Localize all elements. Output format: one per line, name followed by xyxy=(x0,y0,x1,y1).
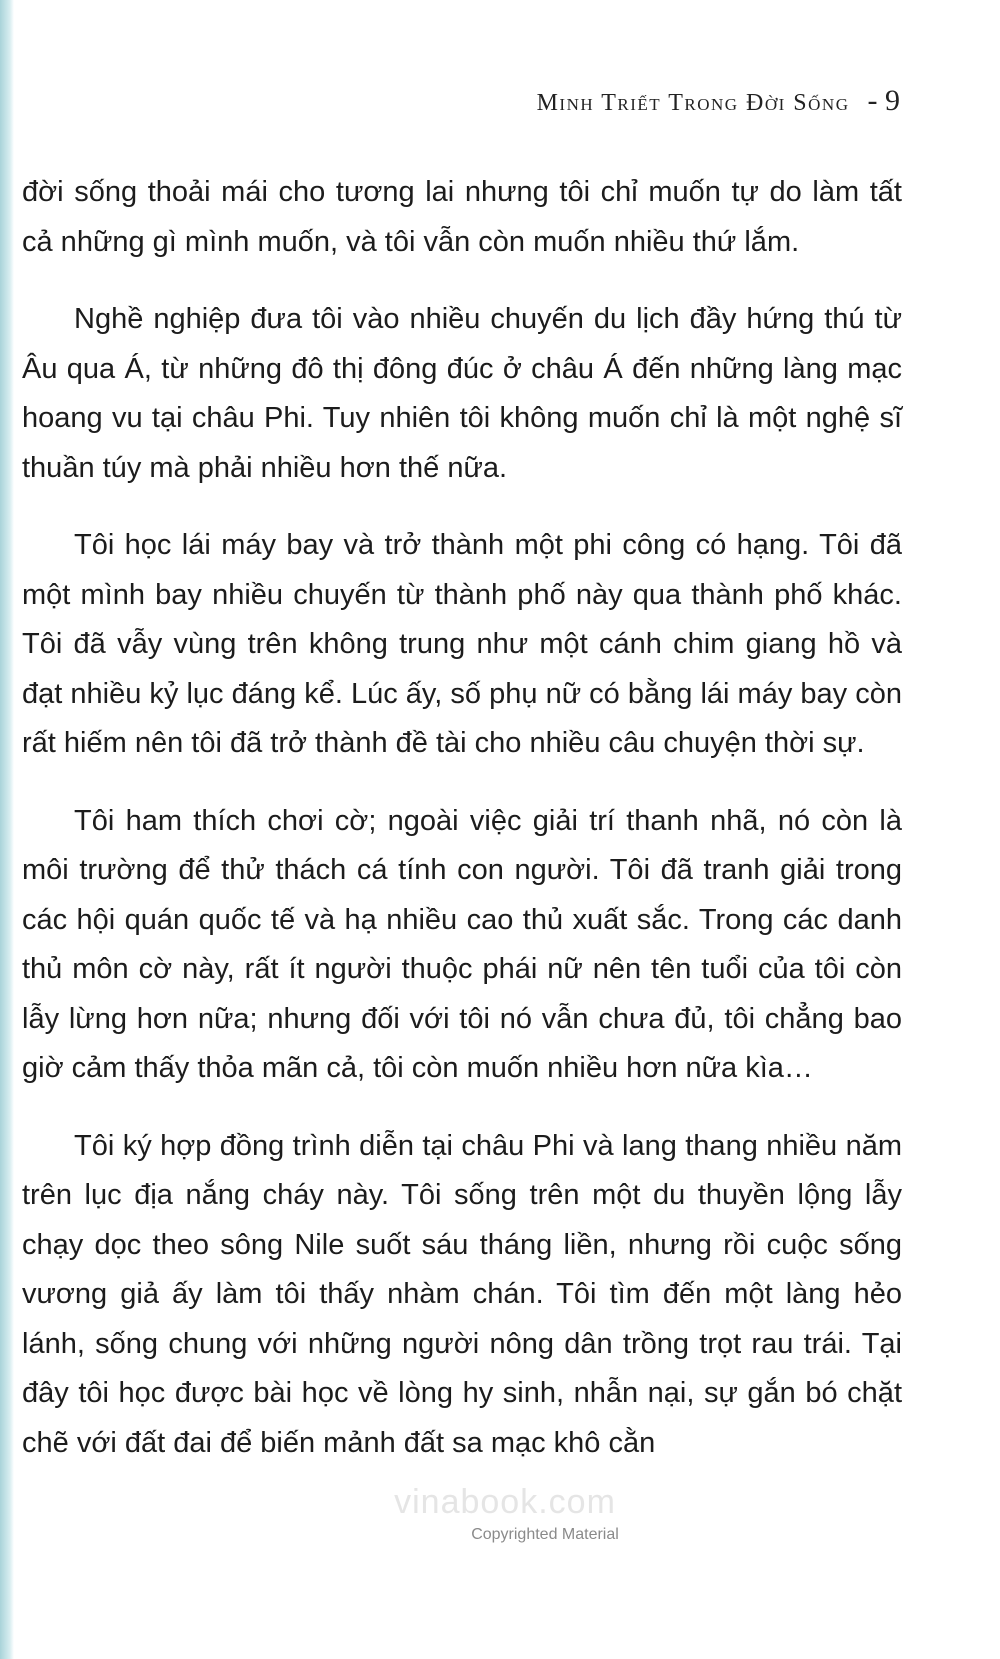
page-number: - 9 xyxy=(867,84,900,117)
body-text xyxy=(22,168,902,1496)
paragraph: Tôi ký hợp đồng trình diễn tại châu Phi và lang thang nhiều năm trên lục địa nắng cháy này. Tôi sống trên một du thuyền lộng lẫy chạy dọc theo sông Nile suốt sáu tháng liền, nhưng rồi cuộc sống vương giả ấy làm tôi thấy nhàm chán. Tôi tìm đến một làng hẻo lánh, sống chung với những người nông dân trồng trọt rau trái. Tại đây tôi học được bài học về lòng hy sinh, nhẫn nại, sự gắn bó chặt chẽ với đất đai để biến mảnh đất sa mạc khô cằn xyxy=(22,1129,902,1459)
watermark-logo: vinabook.com xyxy=(394,1483,616,1521)
running-title: Minh Triết Trong Đời Sống xyxy=(536,90,850,116)
copyright-notice: Copyrighted Material xyxy=(471,1526,619,1543)
paragraph: Nghề nghiệp đưa tôi vào nhiều chuyến du lịch đầy hứng thú từ Âu qua Á, từ những đô thị đông đúc ở châu Á đến những làng mạc hoang vu tại châu Phi. Tuy nhiên tôi không muốn chỉ là một nghệ sĩ thuần túy mà phải nhiều hơn thế nữa. xyxy=(22,303,902,484)
paragraph: Tôi ham thích chơi cờ; ngoài việc giải trí thanh nhã, nó còn là môi trường để thử thách cá tính con người. Tôi đã tranh giải trong các hội quán quốc tế và hạ nhiều cao thủ xuất sắc. Trong các danh thủ môn cờ này, rất ít người thuộc phái nữ nên tên tuổi của tôi còn lẫy lừng hơn nữa; nhưng đối với tôi nó vẫn chưa đủ, tôi chẳng bao giờ cảm thấy thỏa mãn cả, tôi còn muốn nhiều hơn nữa kìa… xyxy=(22,804,902,1084)
paragraph: Tôi học lái máy bay và trở thành một phi công có hạng. Tôi đã một mình bay nhiều chuyến từ thành phố này qua thành phố khác. Tôi đã vẫy vùng trên không trung như một cánh chim giang hồ và đạt nhiều kỷ lục đáng kể. Lúc ấy, số phụ nữ có bằng lái máy bay còn rất hiếm nên tôi đã trở thành đề tài cho nhiều câu chuyện thời sự. xyxy=(22,529,902,759)
footer xyxy=(0,1480,1000,1580)
running-header xyxy=(480,84,900,124)
page-spine-edge xyxy=(0,0,14,1659)
paragraph-continued: đời sống thoải mái cho tương lai nhưng tôi chỉ muốn tự do làm tất cả những gì mình muốn, và tôi vẫn còn muốn nhiều thứ lắm. xyxy=(22,176,902,258)
